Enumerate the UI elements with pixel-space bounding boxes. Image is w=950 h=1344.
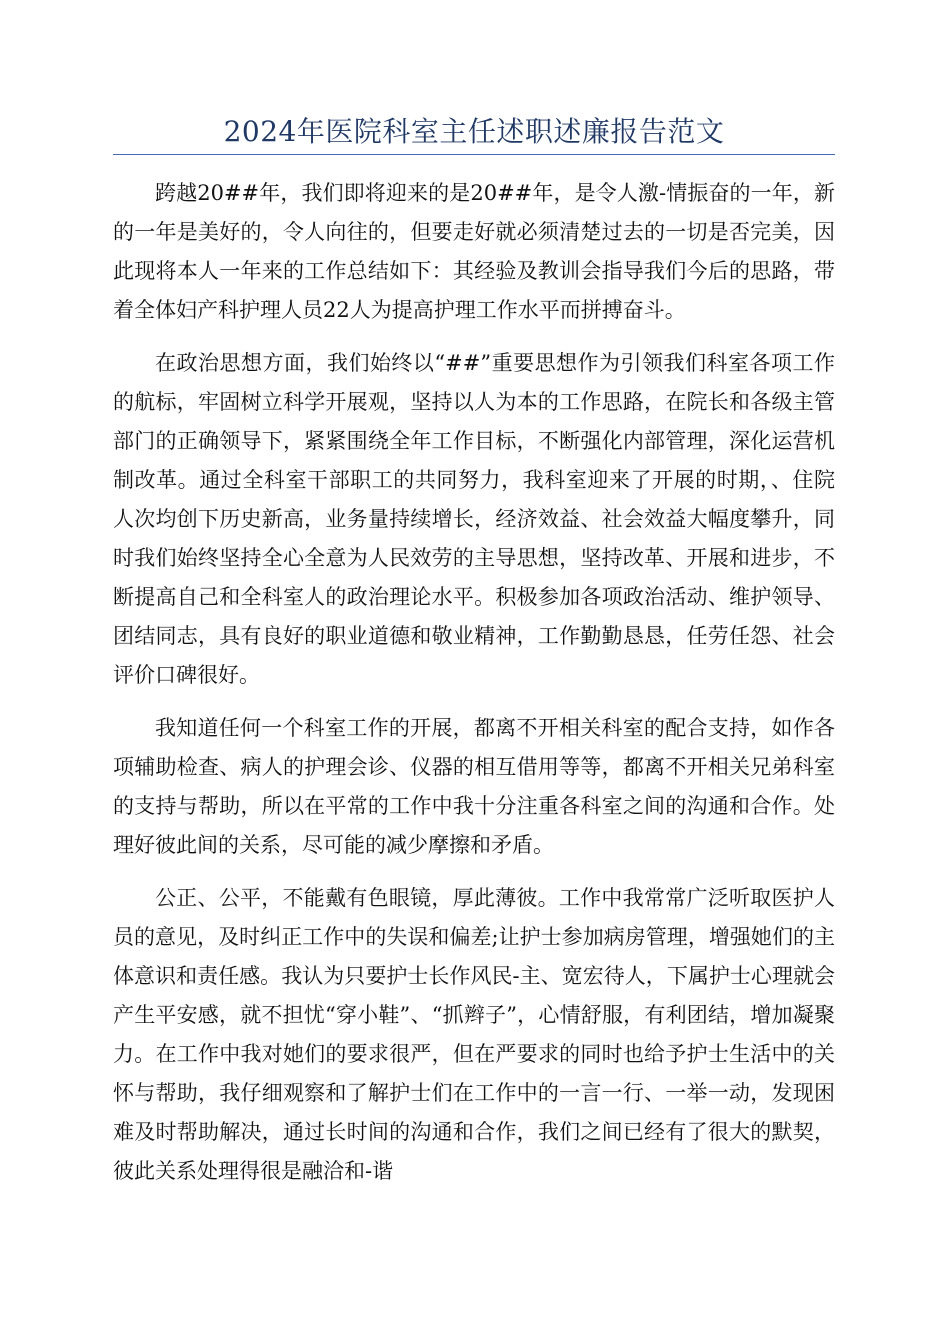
paragraph-fairness: 公正、公平，不能戴有色眼镜，厚此薄彼。工作中我常常广泛听取医护人员的意见，及时纠正工作中的失误和偏差;让护士参加病房管理，增强她们的主体意识和责任感。我认为只要护士长作风民-主、宽宏待人，下属护士心理就会产生平安感，就不担忧“穿小鞋”、“抓辫子”，心情舒服，有利团结，增加凝聚力。在工作中我对她们的要求很严，但在严要求的同时也给予护士生活中的关怀与帮助，我仔细观察和了解护士们在工作中的一言一行、一举一动，发现困难及时帮助解决，通过长时间的沟通和合作，我们之间已经有了很大的默契，彼此关系处理得很是融洽和-谐 — [113, 886, 835, 1183]
document-title: 2024年医院科室主任述职述廉报告范文 — [223, 115, 725, 148]
paragraph-political-thought: 在政治思想方面，我们始终以“##”重要思想作为引领我们科室各项工作的航标，牢固树立科学开展观，坚持以人为本的工作思路，在院长和各级主管部门的正确领导下，紧紧围绕全年工作目标，不断强化内部管理，深化运营机制改革。通过全科室干部职工的共同努力，我科室迎来了开展的时期，、住院人次均创下历史新高，业务量持续增长，经济效益、社会效益大幅度攀升，同时我们始终坚持全心全意为人民效劳的主导思想，坚持改革、开展和进步，不断提高自己和全科室人的政治理论水平。积极参加各项政治活动、维护领导、团结同志，具有良好的职业道德和敬业精神，工作勤勤恳恳，任劳任怨、社会评价口碑很好。 — [113, 351, 835, 687]
document-body — [113, 174, 835, 1205]
paragraph-intro: 跨越20##年，我们即将迎来的是20##年，是令人激-情振奋的一年，新的一年是美好的，令人向往的，但要走好就必须清楚过去的一切是否完美，因此现将本人一年来的工作总结如下：其经验及教训会指导我们今后的思路，带着全体妇产科护理人员22人为提高护理工作水平而拼搏奋斗。 — [113, 181, 835, 322]
paragraph-department-cooperation: 我知道任何一个科室工作的开展，都离不开相关科室的配合支持，如作各项辅助检查、病人的护理会诊、仪器的相互借用等等，都离不开相关兄弟科室的支持与帮助，所以在平常的工作中我十分注重各科室之间的沟通和合作。处理好彼此间的关系，尽可能的减少摩擦和矛盾。 — [113, 716, 835, 857]
title-underline — [113, 154, 835, 155]
